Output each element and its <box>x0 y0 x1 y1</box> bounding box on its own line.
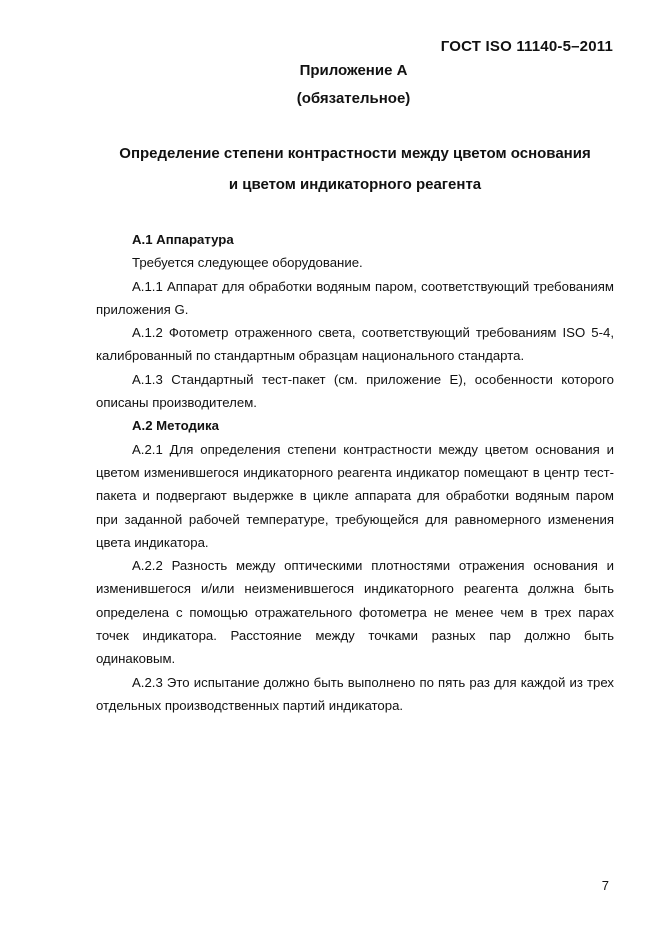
appendix-title: Приложение А <box>299 62 408 79</box>
appendix-heading-line-1: Определение степени контрастности между цветом основания <box>119 145 591 162</box>
appendix-heading-line-2: и цветом индикаторного реагента <box>228 176 482 193</box>
appendix-status: (обязательное) <box>296 90 411 107</box>
page-number: 7 <box>601 878 609 893</box>
document-body <box>96 228 614 717</box>
clause-a1-2: А.1.2 Фотометр отраженного света, соответствующий требованиям ISO 5-4, калиброванный по стандартным образцам национального стандарта. <box>96 325 614 364</box>
clause-a1-1: А.1.1 Аппарат для обработки водяным паром, соответствующий требованиям приложения G. <box>96 278 614 317</box>
clause-a2-1: А.2.1 Для определения степени контрастности между цветом основания и цветом изменившегося индикаторного реагента индикатор помещают в центр тест-пакета и подвергают выдержке в цикле аппарата для обработки водяным паром при заданной рабочей температуре, требующейся для равномерного изменения цвета индикатора. <box>96 441 614 550</box>
clause-a2-3: А.2.3 Это испытание должно быть выполнено по пять раз для каждой из трех отдельных производственных партий индикатора. <box>96 674 614 713</box>
clause-a2-2: А.2.2 Разность между оптическими плотностями отражения основания и изменившегося и/или неизменившегося индикаторного реагента должна быть определена с помощью отражательного фотометра не менее чем в трех парах точек индикатора. Расстояние между точками разных пар должно быть одинаковым. <box>96 558 614 667</box>
standard-designation: ГОСТ ISO 11140-5–2011 <box>440 38 613 55</box>
appendix-heading <box>90 138 620 200</box>
clause-a1-3: А.1.3 Стандартный тест-пакет (см. приложение Е), особенности которого описаны производителем. <box>96 371 614 411</box>
section-a1-intro: Требуется следующее оборудование. <box>132 255 363 271</box>
section-a1-heading: А.1 Аппаратура <box>132 232 234 247</box>
section-a2-heading: А.2 Методика <box>132 418 219 434</box>
